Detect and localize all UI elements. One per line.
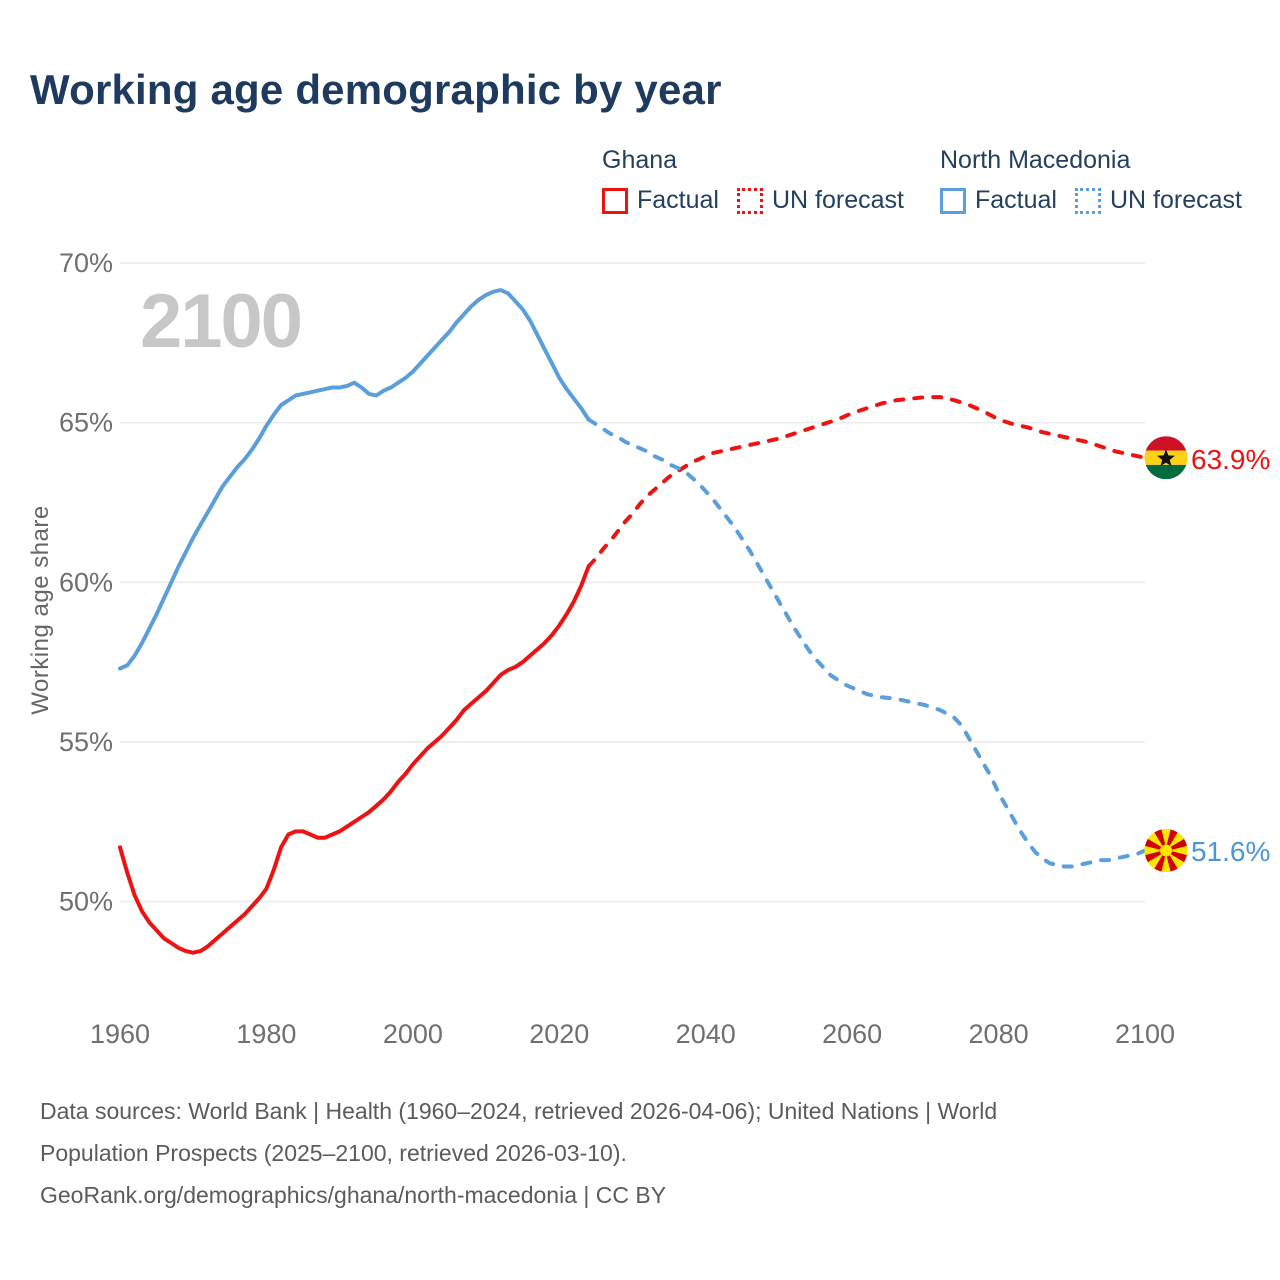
x-tick-label: 1960 (89, 1019, 151, 1049)
x-tick-label: 2040 (675, 1019, 736, 1049)
x-tick-label: 2020 (529, 1019, 590, 1049)
ghana-factualline (120, 566, 589, 952)
north-macedonia-factual-label: Factual (975, 186, 1057, 214)
footer-attribution (40, 1090, 997, 1216)
y-tick-label: 70% (58, 248, 113, 278)
ghana-factual-label: Factual (637, 186, 719, 214)
watermark-year: 2100 (140, 279, 302, 364)
y-tick-label: 65% (58, 407, 113, 438)
footer-line-1: Data sources: World Bank | Health (1960–2024, retrieved 2026-04-06); United Nations | World (40, 1098, 998, 1124)
data-series (120, 290, 1145, 953)
x-tick-label: 2000 (382, 1019, 443, 1049)
y-tick-label: 50% (58, 886, 113, 917)
ghana-flag-icon (1145, 436, 1188, 479)
north-macedonia-end-value: 51.6% (1191, 836, 1271, 867)
page-title: Working age demographic by year (30, 66, 722, 113)
y-tick-label: 55% (58, 726, 113, 757)
x-tick-label: 2100 (1114, 1019, 1176, 1049)
legend-ghana-title: Ghana (602, 146, 678, 174)
x-tick-label: 2080 (968, 1019, 1029, 1049)
footer-line-2: Population Prospects (2025–2100, retrieved 2026-03-10). (40, 1140, 627, 1166)
north-macedonia-flag-icon (1145, 829, 1188, 872)
legend-north-macedonia-title: North Macedonia (940, 146, 1131, 174)
ghana-end-value: 63.9% (1191, 444, 1271, 475)
end-markers (1145, 436, 1188, 872)
y-axis-title: Working age share (27, 505, 54, 715)
x-tick-label: 1980 (236, 1019, 297, 1049)
footer-line-3: GeoRank.org/demographics/ghana/north-macedonia | CC BY (40, 1182, 667, 1208)
x-tick-label: 2060 (822, 1019, 883, 1049)
x-axis-ticks (90, 1019, 1175, 1049)
north-macedonia-forecast-label: UN forecast (1109, 186, 1242, 214)
north-macedonia-un-forecastline (589, 420, 1145, 867)
y-tick-label: 60% (58, 567, 113, 598)
ghana-forecast-label: UN forecast (771, 186, 904, 214)
